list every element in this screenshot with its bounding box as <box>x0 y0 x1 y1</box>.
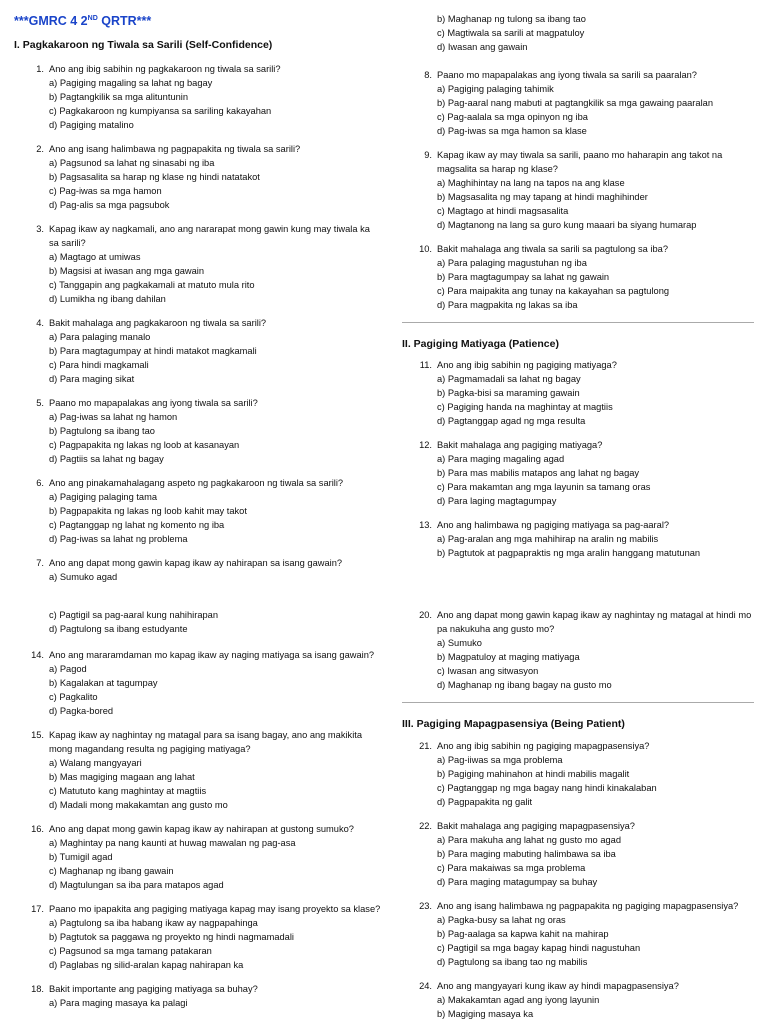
answer-option: a) Walang mangyayari <box>49 758 142 768</box>
question-line <box>402 899 754 913</box>
question-number: 20. <box>419 610 432 620</box>
answer-option: a) Para makuha ang lahat ng gusto mo agad <box>437 835 621 845</box>
answer-option: c) Pagtanggap ng lahat ng komento ng iba <box>49 520 225 530</box>
question-number: 15. <box>31 730 44 740</box>
answer-option: c) Para hindi magkamali <box>49 360 149 370</box>
answer-options <box>402 452 754 508</box>
question-list <box>402 358 754 560</box>
answer-options <box>14 756 382 812</box>
question-list <box>402 739 754 1021</box>
answer-option: b) Magsisi at iwasan ang mga gawain <box>49 266 205 276</box>
answer-option: d) Para maging matagumpay sa buhay <box>437 877 598 887</box>
answer-option: b) Pagka-bisi sa maraming gawain <box>437 388 580 398</box>
question-number: 4. <box>36 318 44 328</box>
answer-option: c) Pagpapakita ng lakas ng loob at kasanayan <box>49 440 240 450</box>
question-number: 14. <box>31 650 44 660</box>
answer-option: d) Pagtulong sa ibang estudyante <box>49 624 188 634</box>
answer-option: b) Pagtutok sa paggawa ng proyekto ng hindi nagmamadali <box>49 932 294 942</box>
continued-options <box>14 600 382 636</box>
question-number: 9. <box>424 150 432 160</box>
question-item <box>402 979 754 1021</box>
answer-option: a) Pagtulong sa iba habang ikaw ay nagpapahinga <box>49 918 258 928</box>
question-line <box>14 396 382 410</box>
answer-option: a) Pagiging magaling sa lahat ng bagay <box>49 78 213 88</box>
question-text: Ano ang pinakamahalagang aspeto ng pagkakaroon ng tiwala sa sarili? <box>49 478 344 488</box>
question-line <box>14 728 382 756</box>
question-number: 22. <box>419 821 432 831</box>
question-list <box>14 648 382 1010</box>
question-item <box>14 728 382 812</box>
question-number: 17. <box>31 904 44 914</box>
question-number: 11. <box>419 360 432 370</box>
question-line <box>14 822 382 836</box>
section-heading-2: II. Pagiging Matiyaga (Patience) <box>402 338 559 350</box>
question-line <box>402 438 754 452</box>
title-superscript: ND <box>87 14 98 22</box>
answer-options <box>14 996 382 1010</box>
question-text: Ano ang mararamdaman mo kapag ikaw ay naging matiyaga sa isang gawain? <box>49 650 375 660</box>
question-number: 18. <box>31 984 44 994</box>
answer-option: a) Para palaging manalo <box>49 332 151 342</box>
question-item <box>14 142 382 212</box>
right-column <box>402 600 754 1031</box>
answer-option: c) Pagkakaroon ng kumpiyansa sa sariling kakayahan <box>49 106 272 116</box>
question-text: Ano ang mangyayari kung ikaw ay hindi mapagpasensiya? <box>437 981 679 991</box>
question-item <box>14 396 382 466</box>
question-number: 5. <box>36 398 44 408</box>
question-item <box>402 899 754 969</box>
answer-options <box>14 250 382 306</box>
answer-option: c) Pagtanggap ng mga bagay nang hindi kinakalaban <box>437 783 657 793</box>
title-text: ***GMRC 4 2 <box>14 14 88 28</box>
section-heading-3: III. Pagiging Mapagpasensiya (Being Patient) <box>402 718 625 730</box>
answer-option: d) Para laging magtagumpay <box>437 496 557 506</box>
answer-option: d) Pagtulong sa ibang tao ng mabilis <box>437 957 588 967</box>
answer-option: b) Pagiging mahinahon at hindi mabilis magalit <box>437 769 630 779</box>
answer-option: b) Pagtutok at pagpapraktis ng mga aralin hanggang matutunan <box>437 548 701 558</box>
answer-options <box>14 410 382 466</box>
question-text: Ano ang isang halimbawa ng pagpapakita ng tiwala sa sarili? <box>49 144 301 154</box>
answer-option: a) Pagka-busy sa lahat ng oras <box>437 915 566 925</box>
page-panel-2 <box>0 600 768 1024</box>
answer-option: d) Pagtanggap agad ng mga resulta <box>437 416 586 426</box>
answer-options <box>14 330 382 386</box>
question-line <box>402 518 754 532</box>
answer-option: a) Makakamtan agad ang iyong layunin <box>437 995 600 1005</box>
section-heading-1: I. Pagkakaroon ng Tiwala sa Sarili (Self-Confidence) <box>14 39 273 51</box>
answer-option: a) Pagsunod sa lahat ng sinasabi ng iba <box>49 158 215 168</box>
answer-option: b) Maghanap ng tulong sa ibang tao <box>437 14 586 24</box>
answer-option: a) Magtago at umiwas <box>49 252 141 262</box>
answer-options <box>402 833 754 889</box>
divider <box>402 322 754 323</box>
answer-options <box>402 256 754 312</box>
answer-option: d) Pagiging matalino <box>49 120 134 130</box>
question-item <box>14 648 382 718</box>
question-number: 23. <box>419 901 432 911</box>
question-line <box>14 476 382 490</box>
question-item <box>14 822 382 892</box>
answer-options <box>402 12 754 54</box>
question-line <box>14 982 382 996</box>
question-item <box>402 68 754 138</box>
question-item <box>14 222 382 306</box>
answer-options <box>14 916 382 972</box>
answer-option: a) Pagod <box>49 664 87 674</box>
answer-option: a) Para palaging magustuhan ng iba <box>437 258 587 268</box>
question-item <box>402 438 754 508</box>
answer-options <box>14 490 382 546</box>
answer-option: d) Madali mong makakamtan ang gusto mo <box>49 800 228 810</box>
answer-option: c) Magtago at hindi magsasalita <box>437 206 569 216</box>
answer-option: a) Pag-iwas sa lahat ng hamon <box>49 412 178 422</box>
answer-option: d) Lumikha ng ibang dahilan <box>49 294 166 304</box>
answer-option: a) Pag-iiwas sa mga problema <box>437 755 563 765</box>
answer-option: b) Para magtagumpay sa lahat ng gawain <box>437 272 610 282</box>
question-text: Paano mo mapapalakas ang iyong tiwala sa sarili? <box>49 398 258 408</box>
question-text: Paano mo mapapalakas ang iyong tiwala sa sarili sa paaralan? <box>437 70 697 80</box>
answer-options <box>402 993 754 1021</box>
answer-option: c) Tanggapin ang pagkakamali at matuto mula rito <box>49 280 255 290</box>
answer-option: b) Magpatuloy at maging matiyaga <box>437 652 580 662</box>
question-item <box>402 608 754 692</box>
question-number: 1. <box>36 64 44 74</box>
question-item <box>402 148 754 232</box>
answer-options <box>14 76 382 132</box>
question-number: 7. <box>36 558 44 568</box>
question-line <box>402 819 754 833</box>
question-item <box>14 902 382 972</box>
question-number: 21. <box>419 741 432 751</box>
question-text: Ano ang ibig sabihin ng pagkakaroon ng tiwala sa sarili? <box>49 64 281 74</box>
question-line <box>14 316 382 330</box>
question-text: Bakit mahalaga ang pagiging matiyaga? <box>437 440 603 450</box>
answer-option: c) Para makamtan ang mga layunin sa tamang oras <box>437 482 651 492</box>
question-line <box>14 556 382 570</box>
answer-option: c) Pagtigil sa mga bagay kapag hindi nagustuhan <box>437 943 641 953</box>
question-number: 2. <box>36 144 44 154</box>
question-item <box>14 316 382 386</box>
question-item <box>402 819 754 889</box>
question-line <box>402 608 754 636</box>
answer-option: a) Sumuko agad <box>49 572 118 582</box>
question-line <box>14 142 382 156</box>
answer-option: c) Pagsunod sa mga tamang patakaran <box>49 946 212 956</box>
answer-option: c) Para makaiwas sa mga problema <box>437 863 586 873</box>
answer-option: d) Pagka-bored <box>49 706 114 716</box>
divider <box>402 702 754 703</box>
question-number: 16. <box>31 824 44 834</box>
answer-option: c) Pag-aalala sa mga opinyon ng iba <box>437 112 588 122</box>
answer-option: a) Pagiging palaging tahimik <box>437 84 554 94</box>
question-line <box>14 62 382 76</box>
question-line <box>402 979 754 993</box>
question-list <box>14 62 382 584</box>
answer-option: d) Para maging sikat <box>49 374 135 384</box>
question-number: 13. <box>419 520 432 530</box>
answer-option: c) Pagkalito <box>49 692 98 702</box>
left-column <box>14 600 382 1020</box>
question-text: Bakit importante ang pagiging matiyaga sa buhay? <box>49 984 258 994</box>
answer-options <box>14 662 382 718</box>
answer-options <box>402 532 754 560</box>
answer-option: d) Paglabas ng silid-aralan kapag nahirapan ka <box>49 960 244 970</box>
answer-options <box>14 836 382 892</box>
continued-options <box>402 0 754 54</box>
question-list <box>402 600 754 692</box>
answer-option: d) Magtulungan sa iba para matapos agad <box>49 880 224 890</box>
answer-option: d) Maghanap ng ibang bagay na gusto mo <box>437 680 612 690</box>
question-text: Bakit mahalaga ang pagiging mapagpasensiya? <box>437 821 635 831</box>
answer-option: b) Magiging masaya ka <box>437 1009 534 1019</box>
question-item <box>14 62 382 132</box>
answer-options <box>402 82 754 138</box>
answer-option: c) Maghanap ng ibang gawain <box>49 866 174 876</box>
answer-options <box>14 608 382 636</box>
answer-option: d) Pag-iwas sa lahat ng problema <box>49 534 188 544</box>
answer-option: b) Pagpapakita ng lakas ng loob kahit may takot <box>49 506 247 516</box>
question-text: Ano ang ibig sabihin ng pagiging mapagpasensiya? <box>437 741 650 751</box>
question-text: Ano ang dapat mong gawin kapag ikaw ay naghintay ng matagal at hindi mo pa nakukuha ang gusto mo? <box>437 610 752 634</box>
question-text: Bakit mahalaga ang tiwala sa sarili sa pagtulong sa iba? <box>437 244 669 254</box>
question-text: Ano ang dapat mong gawin kapag ikaw ay nahirapan sa isang gawain? <box>49 558 343 568</box>
question-text: Ano ang isang halimbawa ng pagpapakita ng pagiging mapagpasensiya? <box>437 901 739 911</box>
question-line <box>402 148 754 176</box>
question-text: Kapag ikaw ay nagkamali, ano ang nararapat mong gawin kung may tiwala ka sa sarili? <box>49 224 370 248</box>
answer-option: a) Sumuko <box>437 638 482 648</box>
question-item <box>14 476 382 546</box>
answer-options <box>14 570 382 584</box>
answer-option: b) Mas magiging magaan ang lahat <box>49 772 195 782</box>
answer-option: c) Pag-iwas sa mga hamon <box>49 186 162 196</box>
answer-option: b) Tumigil agad <box>49 852 113 862</box>
answer-options <box>402 372 754 428</box>
answer-option: b) Pagsasalita sa harap ng klase ng hindi natatakot <box>49 172 260 182</box>
answer-options <box>402 913 754 969</box>
answer-option: b) Para magtagumpay at hindi matakot magkamali <box>49 346 257 356</box>
answer-option: b) Pag-aaral nang mabuti at pagtangkilik sa mga gawaing paaralan <box>437 98 713 108</box>
question-line <box>402 68 754 82</box>
answer-option: d) Pagtiis sa lahat ng bagay <box>49 454 164 464</box>
question-text: Paano mo ipapakita ang pagiging matiyaga kapag may isang proyekto sa klase? <box>49 904 381 914</box>
answer-option: b) Pagtulong sa ibang tao <box>49 426 155 436</box>
question-text: Bakit mahalaga ang pagkakaroon ng tiwala sa sarili? <box>49 318 267 328</box>
right-column <box>402 0 754 570</box>
answer-option: c) Para maipakita ang tunay na kakayahan sa pagtulong <box>437 286 670 296</box>
answer-option: a) Maghihintay na lang na tapos na ang klase <box>437 178 625 188</box>
answer-option: c) Matututo kang maghintay at magtiis <box>49 786 207 796</box>
question-item <box>402 242 754 312</box>
question-number: 3. <box>36 224 44 234</box>
answer-option: b) Para mas mabilis matapos ang lahat ng bagay <box>437 468 640 478</box>
question-list <box>402 68 754 312</box>
answer-option: d) Para magpakita ng lakas sa iba <box>437 300 578 310</box>
question-number: 12. <box>419 440 432 450</box>
question-line <box>402 242 754 256</box>
answer-option: c) Magtiwala sa sarili at magpatuloy <box>437 28 585 38</box>
answer-option: b) Pag-aalaga sa kapwa kahit na mahirap <box>437 929 609 939</box>
answer-option: b) Para maging mabuting halimbawa sa iba <box>437 849 616 859</box>
answer-options <box>402 753 754 809</box>
question-number: 10. <box>419 244 432 254</box>
question-line <box>14 222 382 250</box>
question-number: 6. <box>36 478 44 488</box>
answer-option: a) Maghintay pa nang kaunti at huwag mawalan ng pag-asa <box>49 838 296 848</box>
question-number: 24. <box>419 981 432 991</box>
question-item <box>14 982 382 1010</box>
answer-option: d) Iwasan ang gawain <box>437 42 528 52</box>
question-number: 8. <box>424 70 432 80</box>
question-text: Ano ang halimbawa ng pagiging matiyaga sa pag-aaral? <box>437 520 670 530</box>
answer-option: d) Pagpapakita ng galit <box>437 797 533 807</box>
title-text-end: QRTR*** <box>97 14 152 28</box>
question-item <box>402 739 754 809</box>
question-item <box>402 358 754 428</box>
question-item <box>402 518 754 560</box>
question-line <box>402 358 754 372</box>
question-text: Kapag ikaw ay naghintay ng matagal para sa isang bagay, ano ang makikita mong magandang resulta ng pagiging matiyaga? <box>49 730 363 754</box>
question-text: Ano ang dapat mong gawin kapag ikaw ay nahirapan at gustong sumuko? <box>49 824 354 834</box>
answer-option: a) Para maging magaling agad <box>437 454 565 464</box>
answer-option: d) Pag-iwas sa mga hamon sa klase <box>437 126 587 136</box>
answer-options <box>14 156 382 212</box>
page-title <box>14 14 382 29</box>
question-line <box>402 739 754 753</box>
answer-options <box>402 176 754 232</box>
answer-option: a) Pagiging palaging tama <box>49 492 158 502</box>
answer-option: a) Pagmamadali sa lahat ng bagay <box>437 374 581 384</box>
answer-option: c) Pagiging handa na maghintay at magtiis <box>437 402 613 412</box>
answer-option: c) Pagtigil sa pag-aaral kung nahihirapan <box>49 610 219 620</box>
answer-option: d) Magtanong na lang sa guro kung maaari ba siyang humarap <box>437 220 697 230</box>
question-line <box>14 648 382 662</box>
answer-option: b) Magsasalita ng may tapang at hindi maghihinder <box>437 192 648 202</box>
question-text: Ano ang ibig sabihin ng pagiging matiyaga? <box>437 360 617 370</box>
answer-option: b) Pagtangkilik sa mga alituntunin <box>49 92 189 102</box>
answer-option: c) Iwasan ang sitwasyon <box>437 666 539 676</box>
question-line <box>14 902 382 916</box>
answer-option: a) Para maging masaya ka palagi <box>49 998 188 1008</box>
question-item <box>14 556 382 584</box>
answer-options <box>402 636 754 692</box>
answer-option: d) Pag-alis sa mga pagsubok <box>49 200 170 210</box>
answer-option: b) Kagalakan at tagumpay <box>49 678 158 688</box>
left-column <box>14 0 382 594</box>
question-text: Kapag ikaw ay may tiwala sa sarili, paano mo haharapin ang takot na magsalita sa harap ng klase? <box>437 150 723 174</box>
answer-option: a) Pag-aralan ang mga mahihirap na aralin ng mabilis <box>437 534 659 544</box>
